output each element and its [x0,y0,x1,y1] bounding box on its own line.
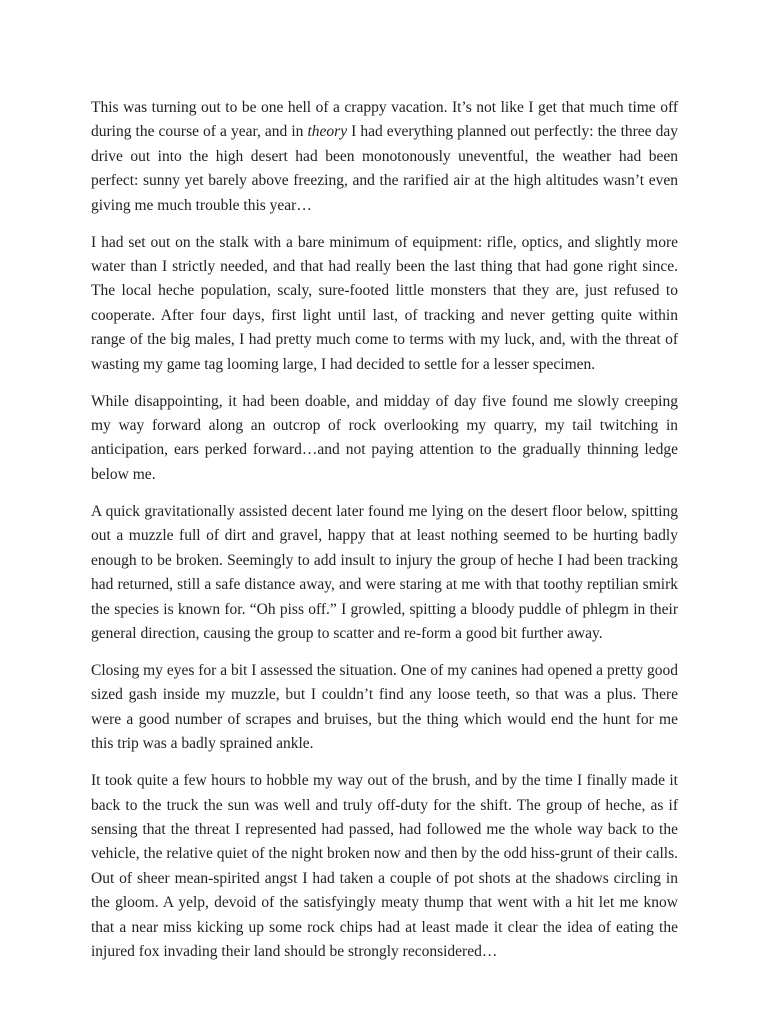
paragraph-5-text: Closing my eyes for a bit I assessed the situation. One of my canines had opened a pretty good sized gash inside my muzzle, but I couldn’t find any loose teeth, so that was a plus. There were a good number of scrapes and bruises, but the thing which would end the hunt for me this trip was a badly sprained ankle. [91,661,678,753]
paragraph-4-text: A quick gravitationally assisted decent later found me lying on the desert floor below, spitting out a muzzle full of dirt and gravel, happy that at least nothing seemed to be hurting badly enough to be broken. Seemingly to add insult to injury the group of heche I had been tracking had returned, still a safe distance away, and were staring at me with that toothy reptilian smirk the species is known for. “Oh piss off.” I growled, spitting a bloody puddle of phlegm in their general direction, causing the group to scatter and re-form a good bit further away. [91,502,678,642]
paragraph-6-text: It took quite a few hours to hobble my way out of the brush, and by the time I finally made it back to the truck the sun was well and truly off-duty for the shift. The group of heche, as if sensing that the threat I represented had passed, had followed me the whole way back to the vehicle, the relative quiet of the night broken now and then by the odd hiss-grunt of their calls. Out of sheer mean-spirited angst I had taken a couple of pot shots at the shadows circling in the gloom. A yelp, devoid of the satisfyingly meaty thump that went with a hit let me know that a near miss kicking up some rock chips had at least made it clear the idea of eating the injured fox invading their land should be strongly reconsidered… [91,772,678,960]
paragraph-1-text-b: I had everything planned out perfectly: the three day drive out into the high desert had been monotonously uneventful, the weather had been perfect: sunny yet barely above freezing, and the rarified air at the high altitudes wasn’t even giving me much trouble this year… [91,123,678,214]
paragraph-1-emphasis: theory [307,123,348,141]
paragraph-3-text: While disappointing, it had been doable, and midday of day five found me slowly creeping my way forward along an outcrop of rock overlooking my quarry, my tail twitching in anticipation, ears perked forward…and not paying attention to the gradually thinning ledge below me. [91,392,678,483]
paragraph-6 [91,769,678,964]
paragraph-3 [91,390,678,488]
paragraph-1-text-a: This was turning out to be one hell of a crappy vacation. It’s not like I get that much time off during the course of a year, and in [91,99,678,141]
paragraph-2 [91,231,678,377]
paragraph-5 [91,659,678,757]
paragraph-4 [91,500,678,646]
document-body [91,96,678,964]
paragraph-2-text: I had set out on the stalk with a bare minimum of equipment: rifle, optics, and slightly more water than I strictly needed, and that had really been the last thing that had gone right since. The local heche population, scaly, sure-footed little monsters that they are, just refused to cooperate. After four days, first light until last, of tracking and never getting quite within range of the big males, I had pretty much come to terms with my luck, and, with the threat of wasting my game tag looming large, I had decided to settle for a lesser specimen. [91,233,678,373]
paragraph-1 [91,96,678,218]
